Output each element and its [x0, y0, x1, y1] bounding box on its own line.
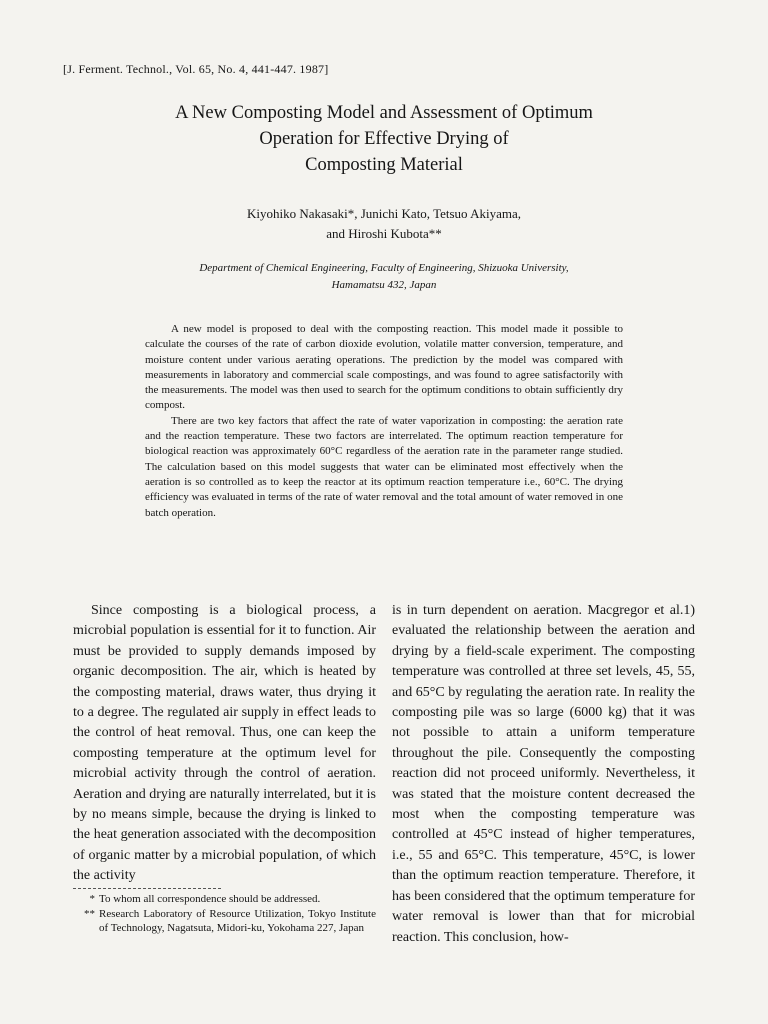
affiliation-line-1: Department of Chemical Engineering, Faculty of Engineering, Shizuoka University,	[199, 262, 569, 274]
footnote-text: To whom all correspondence should be addressed.	[99, 893, 321, 905]
author-list	[60, 204, 708, 244]
authors-line-1: Kiyohiko Nakasaki*, Junichi Kato, Tetsuo Akiyama,	[247, 206, 521, 221]
footnote-1	[73, 892, 376, 907]
abstract-paragraph-2: There are two key factors that affect the rate of water vaporization in composting: the aeration rate and the reaction temperature. These two factors are interrelated. The optimum reaction temperature for biological reaction was approximately 60°C regardless of the aeration rate in the parameter range studied. The calculation based on this model suggests that water can be eliminated most effectively when the aeration is so controlled as to keep the reactor at its optimum reaction temperature i.e., 60°C. The drying efficiency was evaluated in terms of the rate of water removal and the total amount of water removed in one batch operation.	[145, 414, 623, 519]
affiliation	[60, 260, 708, 294]
body-paragraph-left: Since composting is a biological process, a microbial population is essential for it to function. Air must be provided to supply demands imposed by organic decomposition. The air, which is heated by the composting material, draws water, thus drying it to a degree. The regulated air supply in effect leads to the control of heat removal. Thus, one can keep the composting temperature at the optimum level for microbial activity through the control of aeration. Aeration and drying are naturally interrelated, but it is by no means simple, because the drying is linked to the heat generation associated with the decomposition of organic matter by a microbial population, of which the activity	[73, 603, 376, 884]
footnote-mark: **	[84, 907, 95, 920]
title-line-3: Composting Material	[305, 155, 463, 175]
footnote-mark: *	[89, 893, 95, 905]
footnote-divider	[73, 888, 221, 889]
abstract-paragraph-1: A new model is proposed to deal with the composting reaction. This model made it possible to calculate the courses of the rate of carbon dioxide evolution, volatile matter conversion, temperature, and moisture content under various aerating operations. The prediction by the model was compared with measurements in laboratory and commercial scale compostings, and was found to agree satisfactorily with the measurements. The model was then used to search for the optimum conditions to obtain sufficiently dry compost.	[145, 323, 623, 412]
body-column-right	[392, 601, 695, 948]
body-column-left	[73, 601, 376, 887]
footnote-text: Research Laboratory of Resource Utilization, Tokyo Institute of Technology, Nagatsuta, Midori-ku, Yokohama 227, Japan	[99, 907, 376, 934]
footnotes	[73, 892, 376, 936]
footnote-2	[73, 907, 376, 936]
affiliation-line-2: Hamamatsu 432, Japan	[331, 279, 437, 291]
title-line-2: Operation for Effective Drying of	[259, 129, 509, 149]
authors-line-2: and Hiroshi Kubota**	[326, 226, 442, 241]
abstract	[145, 322, 623, 521]
journal-citation: [J. Ferment. Technol., Vol. 65, No. 4, 441-447. 1987]	[63, 62, 329, 76]
body-paragraph-right: is in turn dependent on aeration. Macgregor et al.1) evaluated the relationship between the aeration and drying by a field-scale experiment. The composting temperature was controlled at three set levels, 45, 55, and 65°C by regulating the aeration rate. In reality the composting pile was so large (6000 kg) that it was not possible to attain a uniform temperature throughout the pile. Consequently the composting reaction did not proceed uniformly. Nevertheless, it was stated that the moisture content decreased the most when the composting temperature was controlled at 45°C instead of higher temperatures, i.e., 55 and 65°C. This temperature, 45°C, is lower than the optimum reaction temperature. Therefore, it has been considered that the optimum temperature for water removal is lower than that for microbial reaction. This conclusion, how-	[392, 603, 695, 945]
article-title	[60, 100, 708, 178]
title-line-1: A New Composting Model and Assessment of Optimum	[175, 103, 593, 123]
